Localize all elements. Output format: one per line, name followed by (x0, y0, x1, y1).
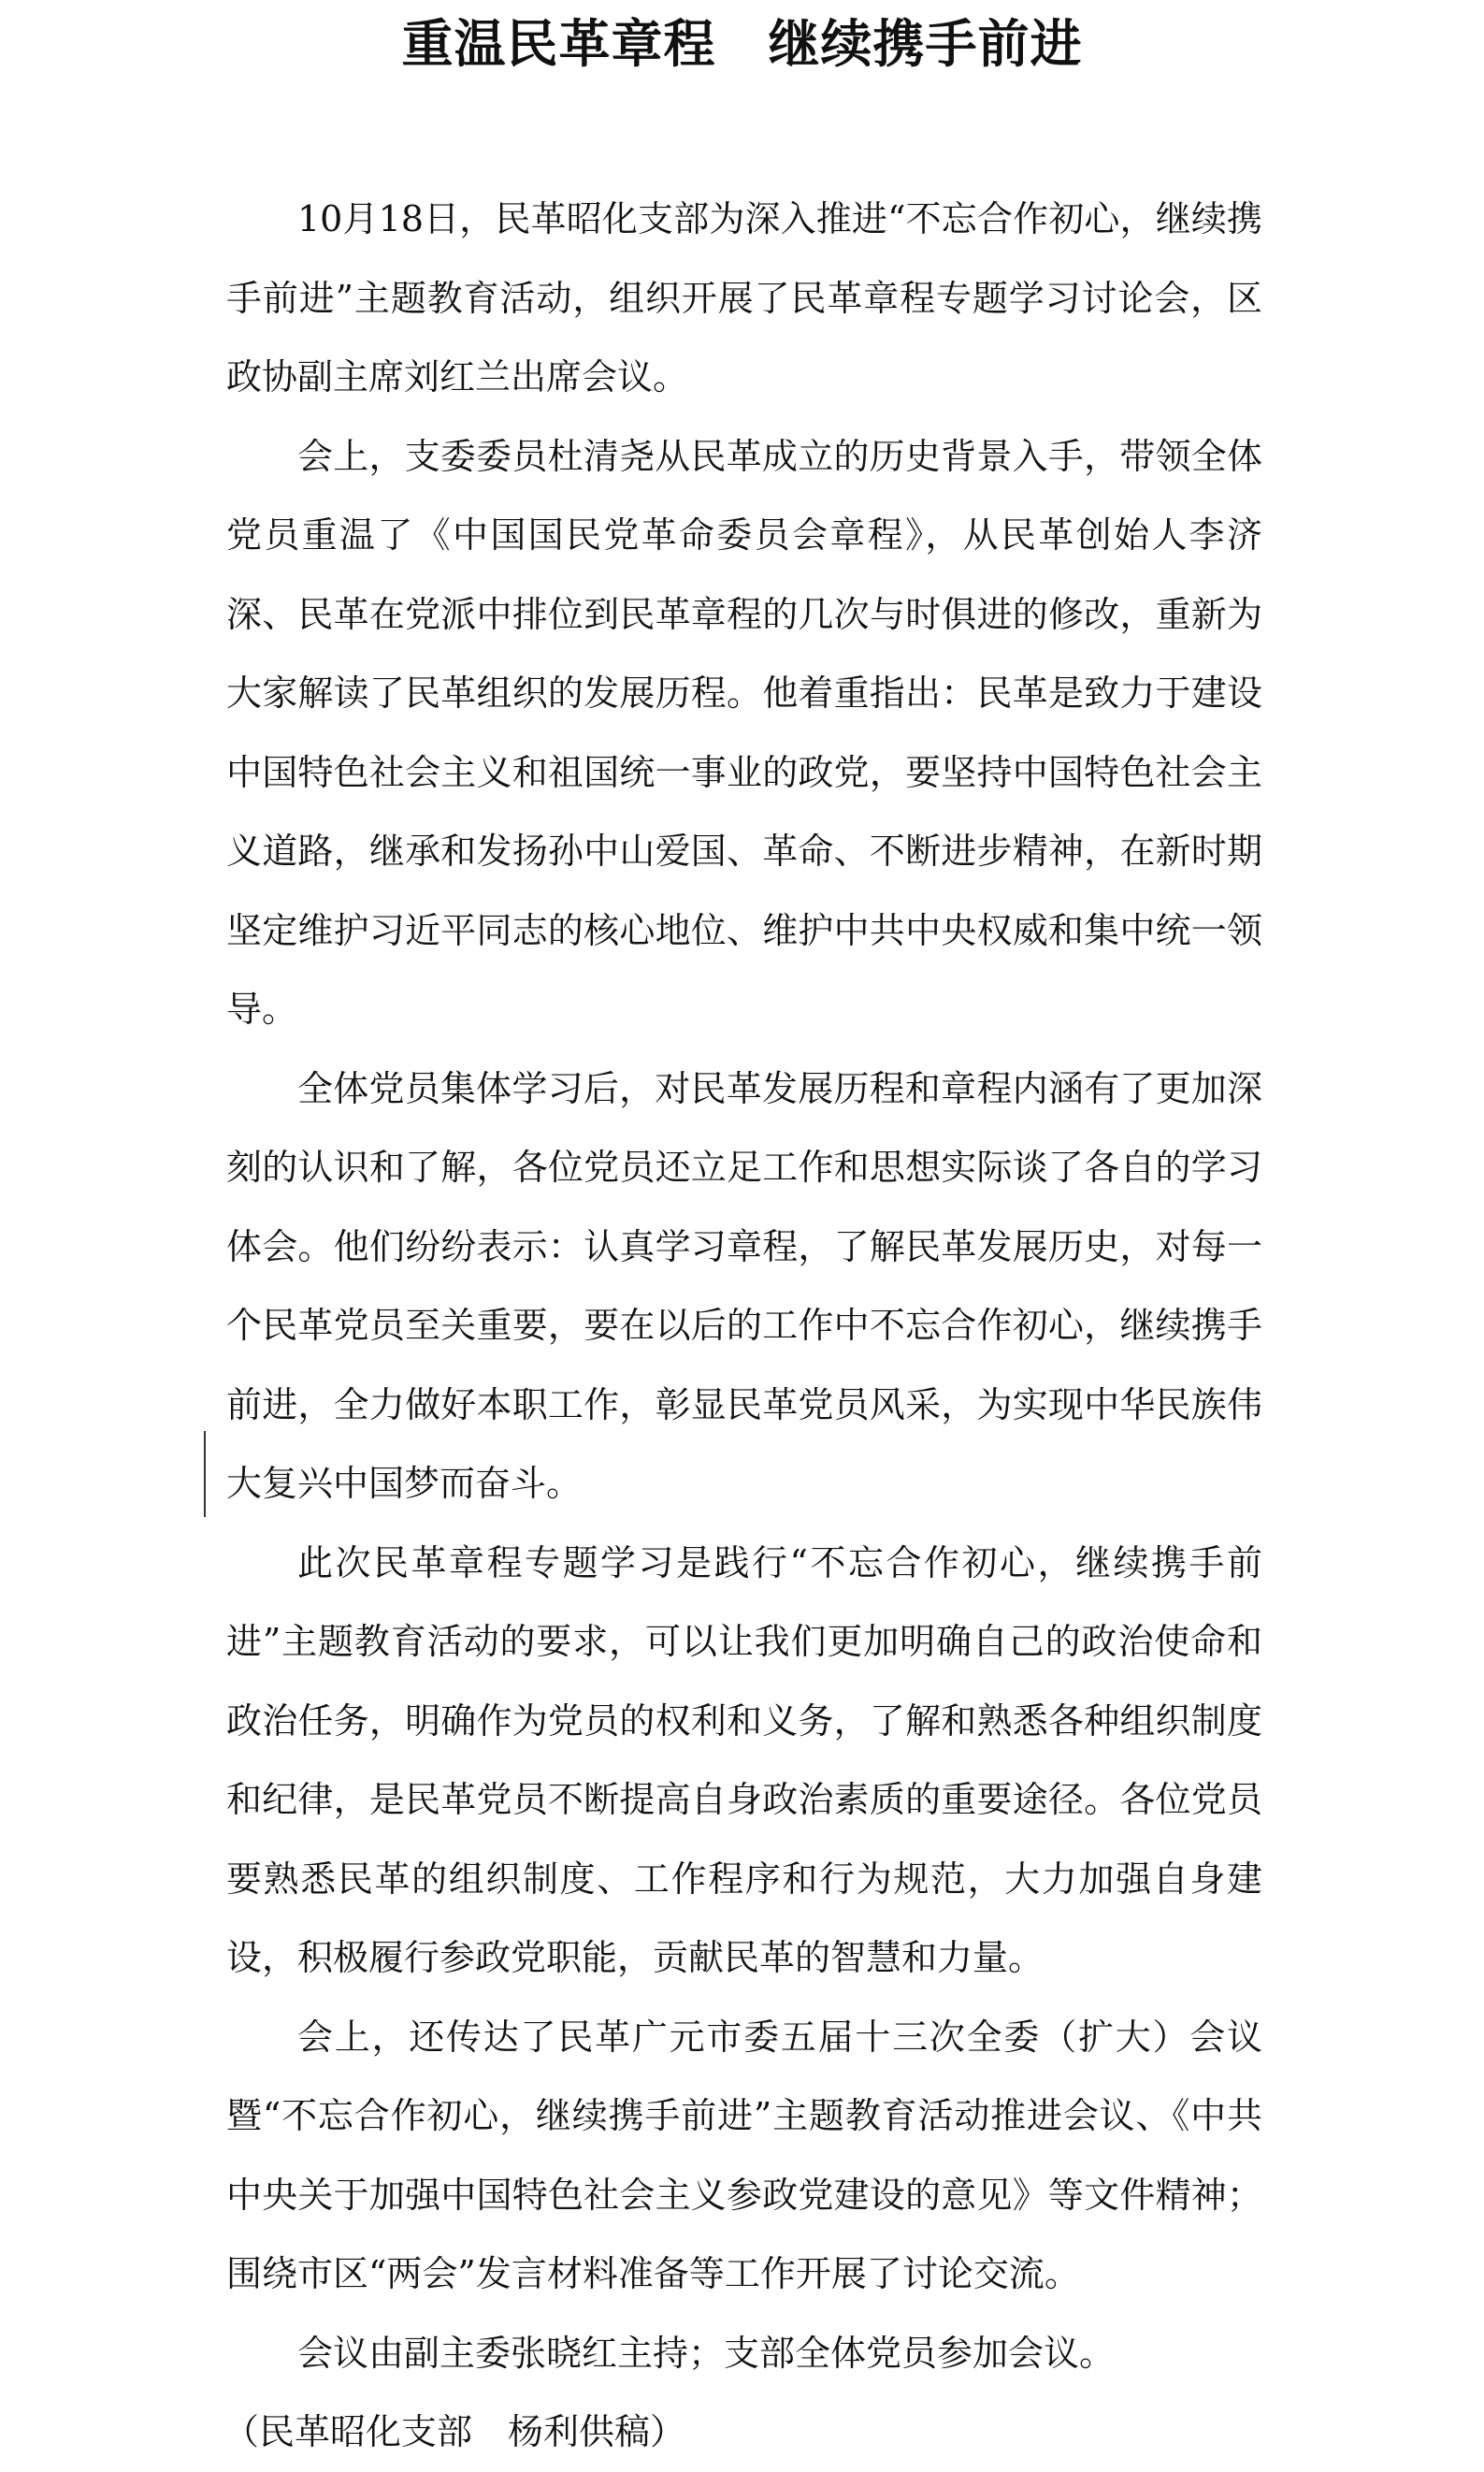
margin-mark (204, 1431, 206, 1517)
article-title: 重温民革章程 继续携手前进 (401, 13, 1083, 74)
paragraph-5: 会上，还传达了民革广元市委五届十三次全委（扩大）会议暨“不忘合作初心，继续携手前进”主题教育活动推进会议、《中共中央关于加强中国特色社会主义参政党建设的意见》等文件精神；围绕市区“两会”发言材料准备等工作开展了讨论交流。 (226, 2016, 1262, 2294)
paragraph-3: 全体党员集体学习后，对民革发展历程和章程内涵有了更加深刻的认识和了解，各位党员还立足工作和思想实际谈了各自的学习体会。他们纷纷表示：认真学习章程，了解民革发展历史，对每一个民革党员至关重要，要在以后的工作中不忘合作初心，继续携手前进，全力做好本职工作，彰显民革党员风采，为实现中华民族伟大复兴中国梦而奋斗。 (226, 1067, 1262, 1504)
author-signature: （民革昭化支部 杨利供稿） (223, 2411, 686, 2452)
paragraph-4: 此次民革章程专题学习是践行“不忘合作初心，继续携手前进”主题教育活动的要求，可以让我们更加明确自己的政治使命和政治任务，明确作为党员的权利和义务，了解和熟悉各种组织制度和纪律，是民革党员不断提高自身政治素质的重要途径。各位党员要熟悉民革的组织制度、工作程序和行为规范，大力加强自身建设，积极履行参政党职能，贡献民革的智慧和力量。 (226, 1541, 1262, 1978)
article-body (223, 180, 1262, 2472)
paragraph-1: 10月18日，民革昭化支部为深入推进“不忘合作初心，继续携手前进”主题教育活动，组织开展了民革章程专题学习讨论会，区政协副主席刘红兰出席会议。 (226, 198, 1262, 398)
paragraph-2: 会上，支委委员杜清尧从民革成立的历史背景入手，带领全体党员重温了《中国国民党革命委员会章程》，从民革创始人李济深、民革在党派中排位到民革章程的几次与时俱进的修改，重新为大家解读了民革组织的发展历程。他着重指出：民革是致力于建设中国特色社会主义和祖国统一事业的政党，要坚持中国特色社会主义道路，继承和发扬孙中山爱国、革命、不断进步精神，在新时期坚定维护习近平同志的核心地位、维护中共中央权威和集中统一领导。 (226, 435, 1262, 1030)
paragraph-6: 会议由副主委张晓红主持；支部全体党员参加会议。 (297, 2332, 1116, 2374)
